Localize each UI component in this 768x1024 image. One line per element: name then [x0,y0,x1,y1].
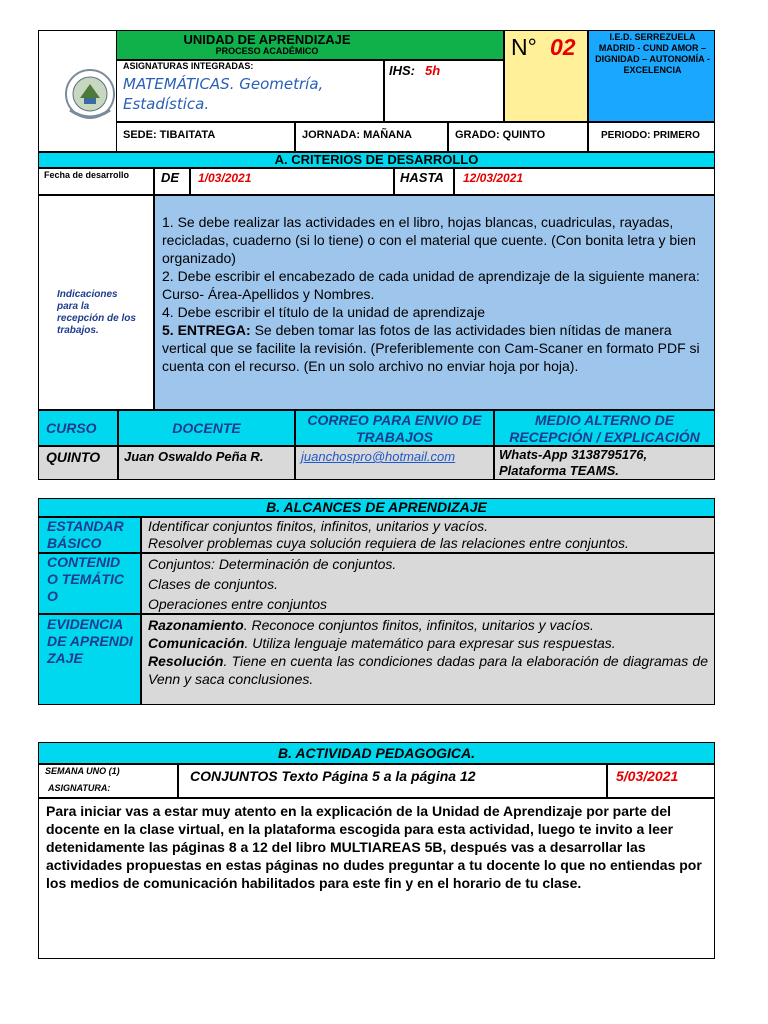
grado-cell [448,122,588,152]
grado: GRADO: QUINTO [455,129,546,141]
evidencia-label: EVIDENCIA DE APRENDIZAJE [47,616,133,666]
col-medio: MEDIO ALTERNO DE RECEPCIÓN / EXPLICACIÓN [509,412,700,445]
evidencia-1 [148,616,708,634]
section-a-title: A. CRITERIOS DE DESARROLLO [38,152,715,168]
week-cell [38,764,178,798]
estandar-label-cell [38,517,141,553]
sede-cell [116,122,295,152]
week-label: SEMANA UNO (1) [45,766,120,776]
instruction-2: 2. Debe escribir el encabezado de cada unidad de aprendizaje de la siguiente manera: Curso- Área-Apellidos y Nombres. [162,268,700,302]
val-docente: Juan Oswaldo Peña R. [124,449,264,464]
de-label-cell [154,168,190,195]
contenido-1: Conjuntos: Determinación de conjuntos. [148,556,397,572]
evidencia-2-label: Comunicación [148,635,245,651]
col-docente: DOCENTE [172,420,241,436]
col-docente-cell [118,410,295,446]
contenido-label-cell [38,553,141,614]
instructions-label-cell [38,195,154,410]
val-docente-cell [118,446,295,480]
de-value-cell [190,168,394,195]
subjects-value: MATEMÁTICAS. Geometría, Estadística. [123,75,324,113]
evidencia-3-label: Resolución [148,653,224,669]
sede: SEDE: TIBAITATA [123,129,216,141]
col-correo: CORREO PARA ENVIO DE TRABAJOS [307,412,482,445]
evidencia-1-label: Razonamiento [148,617,244,633]
activity-body: Para iniciar vas a estar muy atento en la explicación de la Unidad de Aprendizaje por parte del docente en la clase virtual, en la plataforma escogida para esta actividad, luego te invito a leer detenidamente las páginas 8 a 12 del libro MULTIAREAS 5B, después vas a desarrollar las actividades propuestas en estas páginas no dudes preguntar a tu docente lo que no entiendas por los medios de comunicación habilitados para este fin y en el horario de tu clase. [46,803,702,891]
val-curso: QUINTO [46,449,101,465]
process-label: PROCESO ACADÉMICO [215,46,319,56]
col-curso: CURSO [46,420,97,436]
estandar-2: Resolver problemas cuya solución requiera de las relaciones entre conjuntos. [148,535,629,551]
evidencia-3 [148,652,708,688]
evidencia-1-text: . Reconoce conjuntos finitos, infinitos, unitarios y vacíos. [243,617,594,633]
unit-title: UNIDAD DE APRENDIZAJE [183,32,351,47]
contenido-label: CONTENIDO TEMÁTICO [47,554,124,604]
school-cell [588,30,715,122]
activity-body-cell [38,798,715,959]
subjects-cell [116,60,384,122]
section-b-title: B. ALCANCES DE APRENDIZAJE [38,498,715,517]
val-curso-cell [38,446,118,480]
hasta-label-cell [394,168,454,195]
hasta-label: HASTA [400,170,444,185]
ihs-cell [384,60,504,122]
instructions-body [154,195,715,410]
col-medio-cell [494,410,715,446]
unit-title-cell [116,30,504,60]
instruction-5-label: 5. ENTREGA: [162,322,251,338]
date-label: Fecha de desarrollo [44,170,130,180]
topic: CONJUNTOS Texto Página 5 a la página 12 [190,768,476,784]
instruction-4: 4. Debe escribir el título de la unidad de aprendizaje [162,304,485,320]
ihs-label: IHS: [389,63,415,78]
activity-date: 5/03/2021 [616,768,679,784]
val-medio: Whats-App 3138795176, Plataforma TEAMS. [499,447,648,478]
estandar-1: Identificar conjuntos finitos, infinitos, unitarios y vacíos. [148,518,489,534]
number-label: N° [511,34,537,60]
hasta-value-cell [454,168,715,195]
number-value: 02 [550,34,576,60]
hasta-value: 12/03/2021 [463,171,524,185]
school-name: I.E.D. SERREZUELA MADRID - CUND AMOR – DIGNIDAD – AUTONOMÍA - EXCELENCIA [595,32,710,75]
evidencia-body [141,614,715,705]
jornada-cell [295,122,448,152]
instruction-5 [162,321,708,375]
evidencia-2-text: . Utiliza lenguaje matemático para expresar sus respuestas. [244,635,616,651]
jornada: JORNADA: MAÑANA [302,129,412,141]
section-c-title: B. ACTIVIDAD PEDAGOGICA. [38,742,715,764]
contenido-3: Operaciones entre conjuntos [148,596,327,612]
evidencia-3-text: . Tiene en cuenta las condiciones dadas para la elaboración de diagramas de Venn y saca conclusiones. [148,653,708,687]
col-curso-cell [38,410,118,446]
evidencia-label-cell [38,614,141,705]
val-correo-cell [295,446,494,480]
school-logo [40,32,116,150]
contenido-body [141,553,715,614]
topic-cell [178,764,607,798]
instruction-5-text: Se deben tomar las fotos de las actividades bien nítidas de manera vertical que se facilite la revisión. (Preferiblemente con Cam-Scaner en formato PDF si cuenta con el recurso. (En un solo archivo no enviar hoja por hoja). [162,322,700,374]
ihs-value: 5h [425,63,441,78]
subject-label: ASIGNATURA: [48,783,111,793]
evidencia-2 [148,634,708,652]
instructions-label: Indicaciones para la recepción de los trabajos. [57,289,136,336]
de-value: 1/03/2021 [198,171,252,185]
number-cell [504,30,588,122]
date-label-cell [38,168,154,195]
estandar-body [141,517,715,553]
teacher-email-link[interactable]: juanchospro@hotmail.com [301,449,456,464]
de-label: DE [161,170,180,185]
contenido-2: Clases de conjuntos. [148,576,278,592]
estandar-label: ESTANDAR BÁSICO [47,518,124,551]
subjects-label: ASIGNATURAS INTEGRADAS: [123,61,254,71]
val-medio-cell [494,446,715,480]
instruction-1: 1. Se debe realizar las actividades en el libro, hojas blancas, cuadriculas, rayadas, recicladas, cuaderno (si lo tiene) o con el material que cuente. (Con bonita letra y bien organizado) [162,214,696,266]
col-correo-cell [295,410,494,446]
activity-date-cell [607,764,715,798]
periodo-cell [588,122,715,152]
periodo: PERIODO: PRIMERO [601,130,700,141]
